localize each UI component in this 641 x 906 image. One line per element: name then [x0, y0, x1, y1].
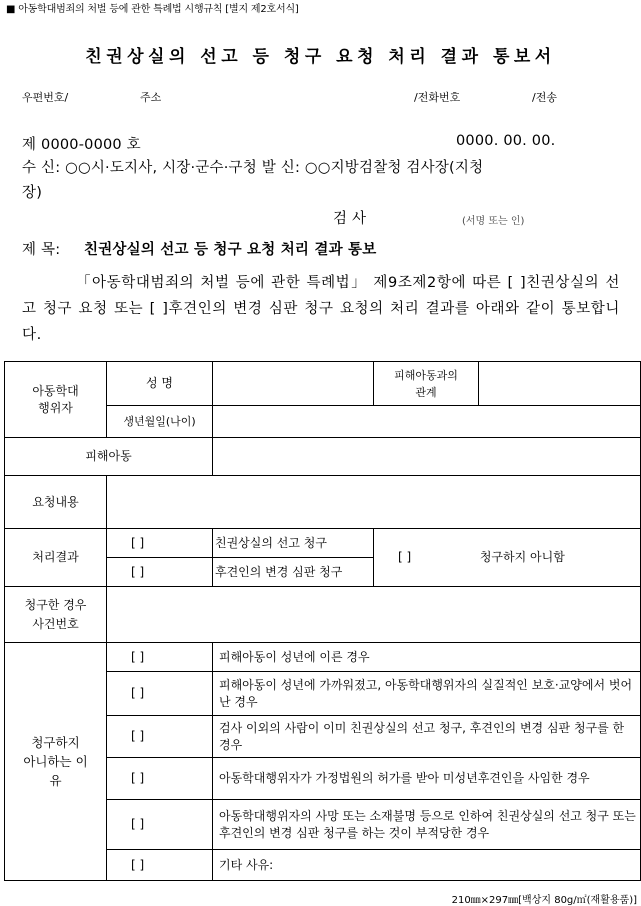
no-request-reason-label: 청구하지 아니하는 이 유 [5, 643, 107, 881]
checkbox-bracket: [ ] [131, 817, 145, 831]
form-reference-note: ■ 아동학대범죄의 처벌 등에 관한 특례법 시행규칙 [별지 제2호서식] [6, 4, 299, 15]
recipient-sender-line-cont: 장) [22, 185, 43, 201]
result-option-3: 청구하지 아니함 [479, 550, 565, 564]
reason-1: 피해아동이 성년에 이른 경우 [213, 643, 641, 672]
checkbox-bracket: [ ] [398, 550, 412, 564]
case-number-label: 청구한 경우 사건번호 [5, 587, 107, 643]
checkbox-bracket: [ ] [131, 564, 145, 579]
body-paragraph: 「아동학대범죄의 처벌 등에 관한 특례법」 제9조제2항에 따른 [ ]친권상실의 선고 청구 요청 또는 [ ]후견인의 변경 심판 청구 요청의 처리 결과를 아래와 같이 통보합니다. [22, 275, 620, 343]
reason-5: 아동학대행위자의 사망 또는 소재불명 등으로 인하여 친권상실의 선고 청구 또는 후견인의 변경 심판 청구를 하는 것이 부적당한 경우 [213, 800, 641, 850]
result-label: 처리결과 [5, 529, 107, 587]
birth-field[interactable] [213, 406, 641, 438]
victim-field[interactable] [213, 438, 641, 476]
case-number-field[interactable] [107, 587, 641, 643]
result-option-1: 친권상실의 선고 청구 [213, 529, 374, 558]
reason-checkbox-2[interactable] [107, 672, 213, 716]
reason-2: 피해아동이 성년에 가까워졌고, 아동학대행위자의 실질적인 보호·교양에서 벗어난 경우 [213, 672, 641, 716]
abuser-label: 아동학대 행위자 [5, 362, 107, 438]
reason-checkbox-3[interactable] [107, 716, 213, 758]
phone-label: /전화번호 [414, 91, 461, 104]
result-option-2: 후견인의 변경 심판 청구 [213, 558, 374, 587]
address-label: 주소 [140, 91, 162, 104]
reason-4: 아동학대행위자가 가정법원의 허가를 받아 미성년후견인을 사임한 경우 [213, 758, 641, 800]
name-label: 성 명 [107, 362, 213, 406]
checkbox-bracket: [ ] [131, 857, 145, 872]
fax-label: /전송 [532, 91, 557, 104]
paper-spec-footer: 210㎜×297㎜[백상지 80g/㎡(재활용품)] [451, 895, 637, 906]
checkbox-bracket: [ ] [131, 649, 145, 664]
checkbox-bracket: [ ] [131, 535, 145, 550]
name-field[interactable] [213, 362, 374, 406]
birth-label: 생년월일(나이) [107, 406, 213, 438]
subject-label: 제 목: [22, 242, 61, 258]
postal-code-label: 우편번호/ [22, 91, 69, 104]
reason-checkbox-6[interactable] [107, 850, 213, 881]
request-label: 요청내용 [5, 476, 107, 529]
signature-note: (서명 또는 인) [462, 216, 525, 227]
reason-checkbox-5[interactable] [107, 800, 213, 850]
document-date: 0000. 00. 00. [456, 133, 556, 149]
checkbox-bracket: [ ] [131, 686, 145, 700]
reason-checkbox-4[interactable] [107, 758, 213, 800]
subject-text: 친권상실의 선고 등 청구 요청 처리 결과 통보 [84, 242, 377, 258]
reason-6-other[interactable]: 기타 사유: [213, 850, 641, 881]
checkbox-bracket: [ ] [131, 729, 145, 743]
result-form-table [4, 361, 641, 881]
checkbox-bracket: [ ] [131, 771, 145, 785]
result-checkbox-1[interactable] [107, 529, 213, 558]
reason-checkbox-1[interactable] [107, 643, 213, 672]
document-number: 제 0000-0000 호 [22, 137, 141, 153]
relation-label: 피해아동과의 관계 [374, 362, 479, 406]
request-field[interactable] [107, 476, 641, 529]
result-option-3-cell[interactable] [374, 529, 641, 587]
prosecutor-label: 검 사 [333, 211, 367, 227]
reason-3: 검사 이외의 사람이 이미 친권상실의 선고 청구, 후견인의 변경 심판 청구를 한 경우 [213, 716, 641, 758]
document-title: 친권상실의 선고 등 청구 요청 처리 결과 통보서 [85, 47, 556, 67]
result-checkbox-2[interactable] [107, 558, 213, 587]
recipient-sender-line: 수 신: ○○시·도지사, 시장·군수·구청 발 신: ○○지방검찰청 검사장(지청 [22, 160, 484, 176]
victim-label: 피해아동 [5, 438, 213, 476]
relation-field[interactable] [479, 362, 641, 406]
